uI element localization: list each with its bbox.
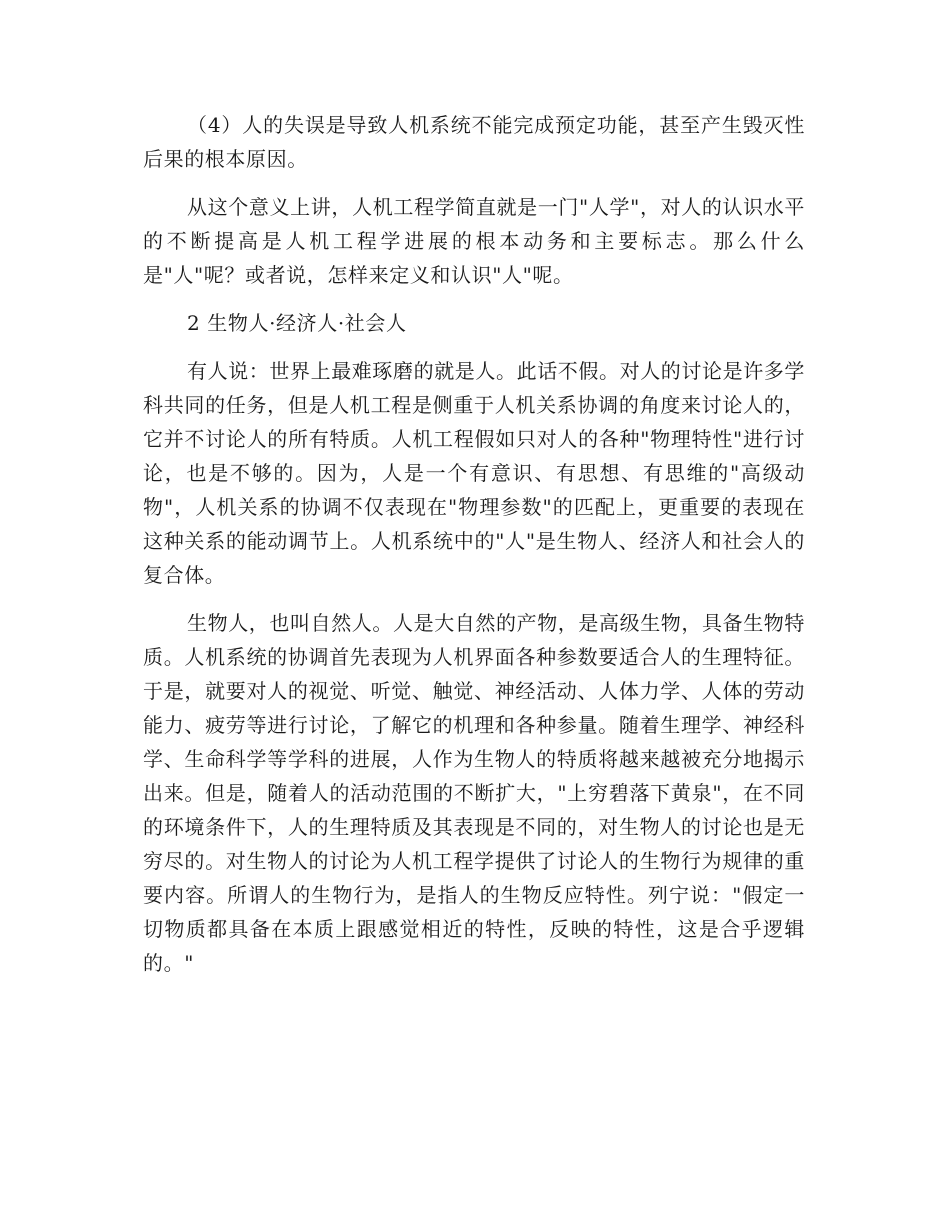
paragraph-complex-human: 有人说：世界上最难琢磨的就是人。此话不假。对人的讨论是许多学科共同的任务，但是人机工程是侧重于人机关系协调的角度来讨论人的，它并不讨论人的所有特质。人机工程假如只对人的各种"物理特性"进行讨论，也是不够的。因为，人是一个有意识、有思想、有思维的"高级动物"，人机关系的协调不仅表现在"物理参数"的匹配上，更重要的表现在这种关系的能动调节上。人机系统中的"人"是生物人、经济人和社会人的复合体。 bbox=[143, 359, 805, 587]
document-page bbox=[143, 108, 805, 994]
paragraph-biological-human: 生物人，也叫自然人。人是大自然的产物，是高级生物，具备生物特质。人机系统的协调首先表现为人机界面各种参数要适合人的生理特征。于是，就要对人的视觉、听觉、触觉、神经活动、人体力学、人体的劳动能力、疲劳等进行讨论，了解它的机理和各种参量。随着生理学、神经科学、生命科学等学科的进展，人作为生物人的特质将越来越被充分地揭示出来。但是，随着人的活动范围的不断扩大，"上穷碧落下黄泉"，在不同的环境条件下，人的生理特质及其表现是不同的，对生物人的讨论也是无穷尽的。对生物人的讨论为人机工程学提供了讨论人的生物行为规律的重要内容。所谓人的生物行为，是指人的生物反应特性。列宁说："假定一切物质都具备在本质上跟感觉相近的特性，反映的特性，这是合乎逻辑的。" bbox=[143, 611, 805, 975]
paragraph-human-error: （4）人的失误是导致人机系统不能完成预定功能，甚至产生毁灭性后果的根本原因。 bbox=[143, 113, 805, 171]
paragraph-human-science: 从这个意义上讲，人机工程学简直就是一门"人学"，对人的认识水平的不断提高是人机工程学进展的根本动务和主要标志。那么什么是"人"呢？或者说，怎样来定义和认识"人"呢。 bbox=[143, 195, 805, 287]
section-heading: 2 生物人·经济人·社会人 bbox=[187, 311, 407, 335]
